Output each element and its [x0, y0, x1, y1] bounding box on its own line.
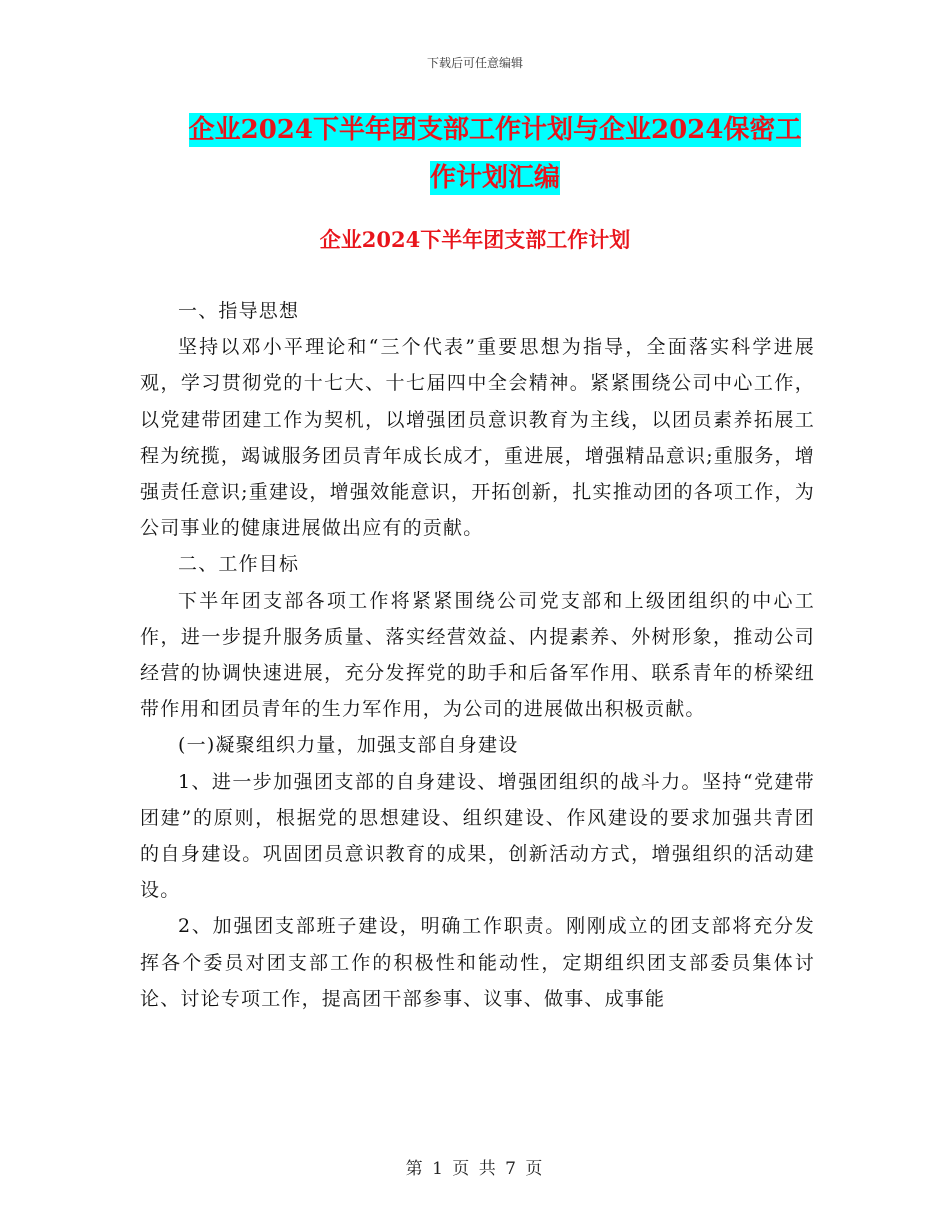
header-note: 下载后可任意编辑 [426, 56, 523, 70]
section-title: 企业2024下半年团支部工作计划 [319, 227, 631, 252]
document-title [140, 106, 850, 202]
title-line-1: 企业2024下半年团支部工作计划与企业2024保密工 [188, 115, 802, 145]
heading-work-goals: 二、工作目标 [178, 553, 300, 576]
page-footer: 第 1 页 共 7 页 [405, 1159, 545, 1179]
paragraph-item-1: 1、进一步加强团支部的自身建设、增强团组织的战斗力。坚持“党建带团建”的原则，根据党的思想建设、组织建设、作风建设的要求加强共青团的自身建设。巩固团员意识教育的成果，创新活动方式，增强组织的活动建设。 [140, 770, 815, 902]
paragraph-guiding-ideology: 坚持以邓小平理论和“三个代表”重要思想为指导，全面落实科学进展观，学习贯彻党的十七大、十七届四中全会精神。紧紧围绕公司中心工作，以党建带团建工作为契机，以增强团员意识教育为主线，以团员素养拓展工程为统揽，竭诚服务团员青年成长成才，重进展，增强精品意识;重服务，增强责任意识;重建设，增强效能意识，开拓创新，扎实推动团的各项工作，为公司事业的健康进展做出应有的贡献。 [140, 336, 815, 540]
heading-guiding-ideology: 一、指导思想 [178, 300, 300, 322]
document-body [140, 293, 815, 1017]
paragraph-work-goals: 下半年团支部各项工作将紧紧围绕公司党支部和上级团组织的中心工作，进一步提升服务质量、落实经营效益、内提素养、外树形象，推动公司经营的协调快速进展，充分发挥党的助手和后备军作用、联系青年的桥梁纽带作用和团员青年的生力军作用，为公司的进展做出积极贡献。 [140, 589, 815, 721]
subheading-organization: (一)凝聚组织力量，加强支部自身建设 [178, 734, 519, 757]
paragraph-item-2: 2、加强团支部班子建设，明确工作职责。刚刚成立的团支部将充分发挥各个委员对团支部工作的积极性和能动性，定期组织团支部委员集体讨论、讨论专项工作，提高团干部参事、议事、做事、成事能 [140, 915, 815, 1010]
title-line-2: 作计划汇编 [429, 163, 560, 193]
